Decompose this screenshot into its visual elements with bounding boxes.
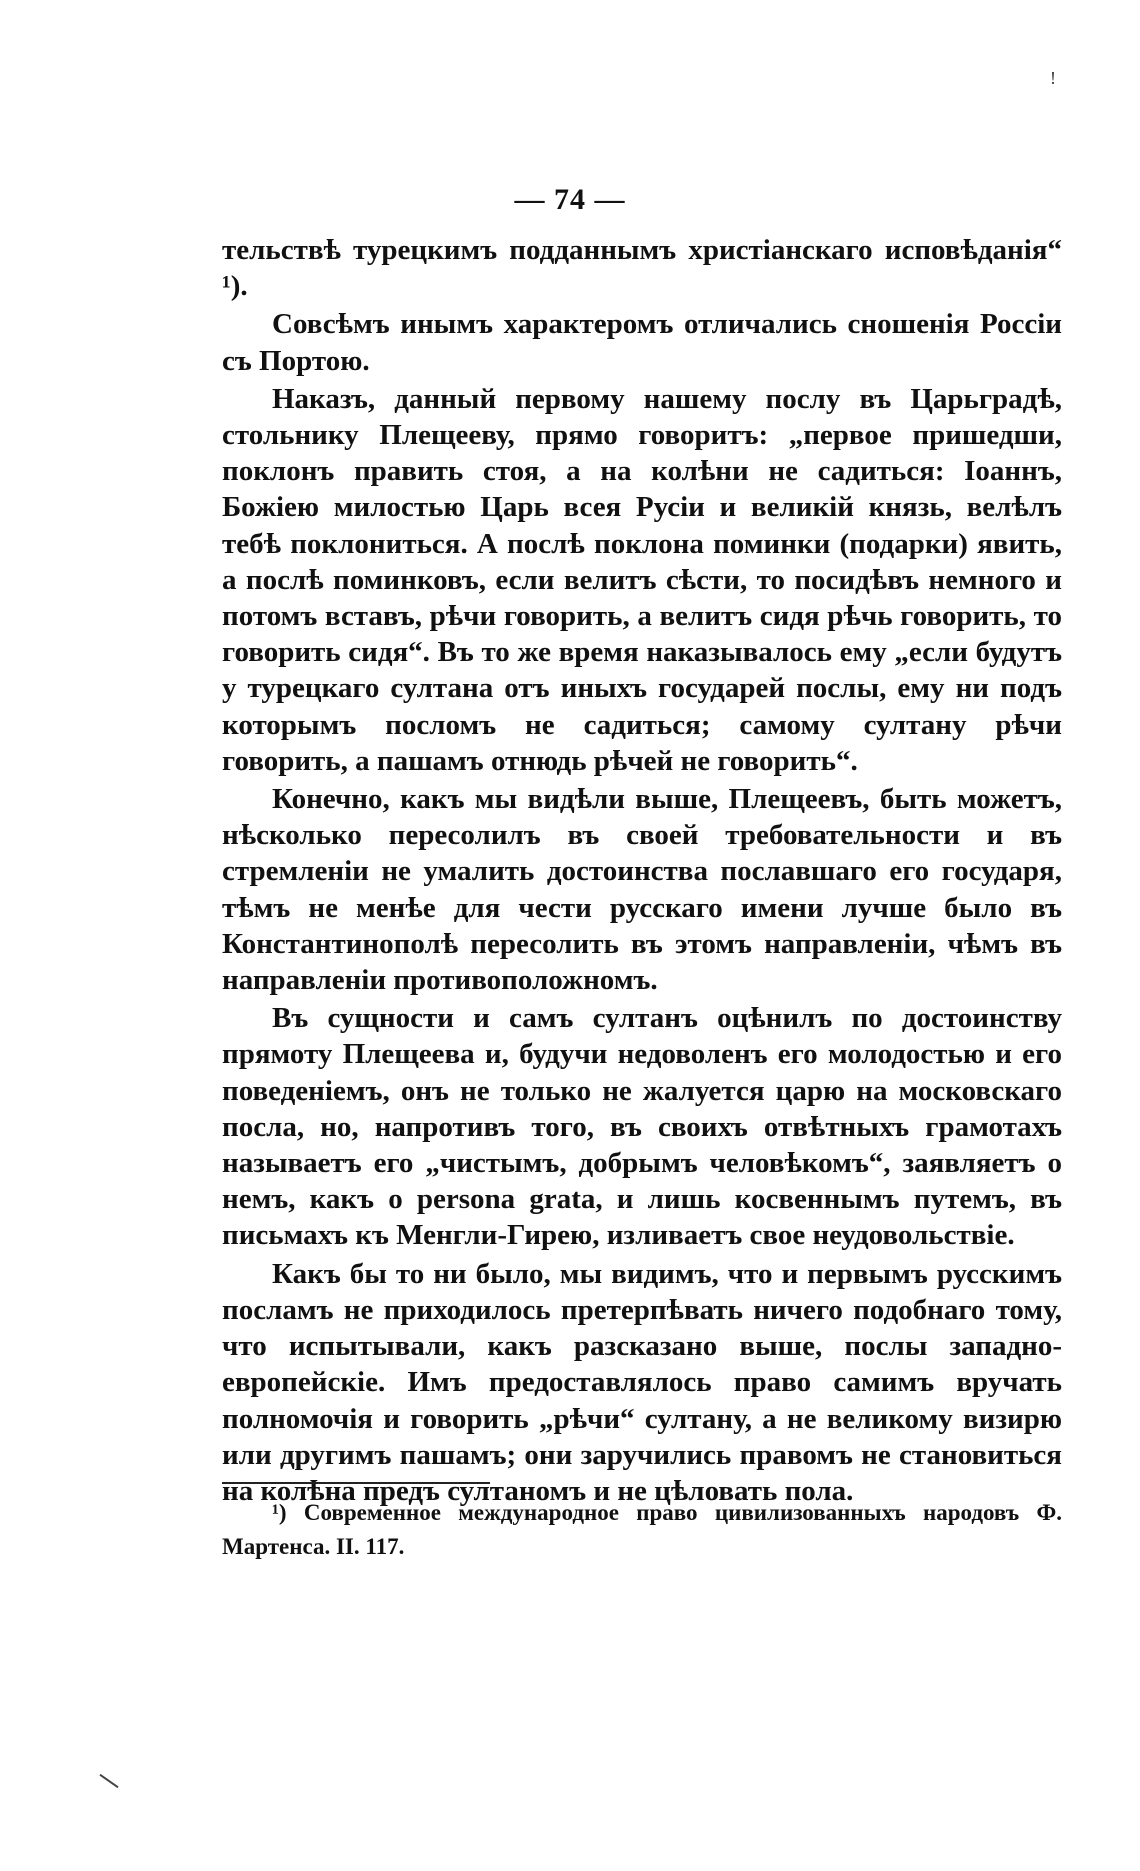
paragraph: Конечно, какъ мы видѣли выше, Плещеевъ, быть можетъ, нѣсколько пересолилъ въ своей требовательности и въ стремленіи не умалить достоинства пославшаго его государя, тѣмъ не менѣе для чести русскаго имени лучше было въ Константинополѣ пересолить въ этомъ направленіи, чѣмъ въ направленіи противоположномъ. bbox=[222, 783, 1062, 997]
scan-mark bbox=[99, 1774, 118, 1788]
footnote-text: ¹) Современное международное право цивилизованныхъ народовъ Ф. Мартенса. II. 117. bbox=[222, 1500, 1062, 1559]
page-number: — 74 — bbox=[514, 183, 626, 216]
paragraph: Въ сущности и самъ султанъ оцѣнилъ по достоинству прямоту Плещеева и, будучи недоволенъ его молодостью и его поведеніемъ, онъ не только не жалуется царю на московскаго посла, но, напротивъ того, въ своихъ отвѣтныхъ грамотахъ называетъ его „чистымъ, добрымъ человѣкомъ“, заявляетъ о немъ, какъ о persona grata, и лишь косвеннымъ путемъ, въ письмахъ къ Менгли-Гирею, изливаетъ свое неудовольствіе. bbox=[222, 1002, 1062, 1252]
paragraph-continued: тельствѣ турецкимъ подданнымъ христіанскаго исповѣданія“ ¹). bbox=[222, 234, 1062, 303]
footnote-divider bbox=[222, 1482, 490, 1484]
footnote bbox=[222, 1496, 1062, 1564]
body-text bbox=[222, 232, 1062, 1511]
margin-mark: ! bbox=[1050, 68, 1056, 88]
paragraph: Какъ бы то ни было, мы видимъ, что и первымъ русскимъ посламъ не приходилось претерпѣвать ничего подобнаго тому, что испытывали, какъ разсказано выше, послы западно-европейскіе. Имъ предоставлялось право самимъ вручать полномочія и говорить „рѣчи“ султану, а не великому визирю или другимъ пашамъ; они заручились правомъ не становиться на колѣна предъ султаномъ и не цѣловать пола. bbox=[222, 1257, 1062, 1507]
paragraph: Совсѣмъ инымъ характеромъ отличались сношенія Россіи съ Портою. bbox=[222, 308, 1062, 377]
paragraph: Наказъ, данный первому нашему послу въ Царьградѣ, стольнику Плещееву, прямо говоритъ: „первое пришедши, поклонъ править стоя, а на колѣни не садиться: Іоаннъ, Божіею милостью Царь всея Русіи и великій князь, велѣлъ тебѣ поклониться. А послѣ поклона поминки (подарки) явить, а послѣ поминковъ, если велитъ сѣсти, то посидѣвъ немного и потомъ вставъ, рѣчи говорить, а велитъ сидя рѣчь говорить, то говорить сидя“. Въ то же время наказывалось ему „если будутъ у турецкаго султана отъ иныхъ государей послы, ему ни подъ которымъ посломъ не садиться; самому султану рѣчи говорить, а пашамъ отнюдь рѣчей не говорить“. bbox=[222, 382, 1062, 777]
